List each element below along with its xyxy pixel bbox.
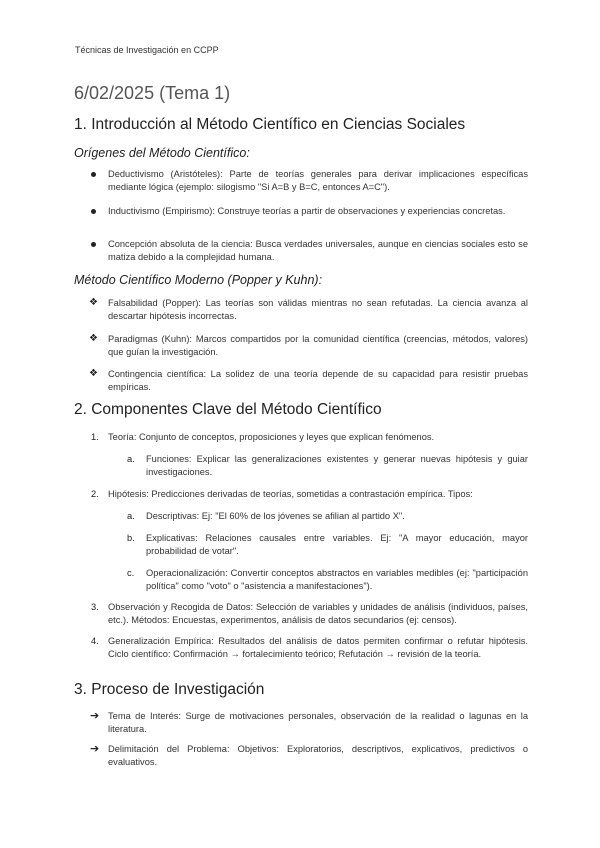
list-item: Paradigmas (Kuhn): Marcos compartidos por la comunidad científica (creencias, métodos, valores) que guían la investigación. bbox=[108, 334, 528, 357]
list-item: Descriptivas: Ej: "El 60% de los jóvenes se afilian al partido X". bbox=[146, 511, 405, 521]
list-item: Explicativas: Relaciones causales entre variables. Ej: "A mayor educación, mayor probabilidad de votar". bbox=[146, 533, 528, 556]
list-number: 3. bbox=[91, 602, 99, 612]
list-item: Concepción absoluta de la ciencia: Busca verdades universales, aunque en ciencias sociales esto se matiza debido a la complejidad humana. bbox=[108, 239, 528, 262]
list-item: Generalización Empírica: Resultados del análisis de datos permiten confirmar o refutar hipótesis. Ciclo científico: Confirmación → fortalecimiento teórico; Refutación → revisión de la teoría. bbox=[108, 636, 528, 659]
page-header: Técnicas de Investigación en CCPP bbox=[75, 45, 219, 55]
list-number: 1. bbox=[91, 432, 99, 442]
list-item: Inductivismo (Empirismo): Construye teorías a partir de observaciones y experiencias concretas. bbox=[108, 206, 506, 216]
list-letter: c. bbox=[127, 568, 135, 578]
right-arrow-bullet-icon: ➔ bbox=[90, 710, 100, 722]
list-item: Teoría: Conjunto de conceptos, proposiciones y leyes que explican fenómenos. bbox=[108, 432, 435, 442]
list-item: Observación y Recogida de Datos: Selección de variables y unidades de análisis (individuos, países, etc.). Métodos: Encuestas, experimentos, análisis de datos secundarios (ej: censos). bbox=[108, 602, 528, 625]
list-number: 4. bbox=[91, 636, 99, 646]
list-item: Funciones: Explicar las generalizaciones existentes y generar nuevas hipótesis y guiar investigaciones. bbox=[146, 454, 528, 477]
filled-circle-bullet-icon bbox=[91, 172, 96, 177]
page-date-title: 6/02/2025 (Tema 1) bbox=[74, 83, 231, 103]
list-item: Contingencia científica: La solidez de una teoría depende de su capacidad para resistir pruebas empíricas. bbox=[108, 369, 528, 392]
section-2-heading: 2. Componentes Clave del Método Científico bbox=[74, 401, 382, 418]
section-3-heading: 3. Proceso de Investigación bbox=[74, 681, 265, 698]
list-letter: a. bbox=[127, 454, 135, 464]
diamond-bullet-icon: ❖ bbox=[89, 333, 98, 344]
list-item: Hipótesis: Predicciones derivadas de teorías, sometidas a contrastación empírica. Tipos: bbox=[108, 489, 473, 499]
list-letter: a. bbox=[127, 511, 135, 521]
diamond-bullet-icon: ❖ bbox=[89, 368, 98, 379]
diamond-bullet-icon: ❖ bbox=[89, 297, 98, 308]
section-1-heading: 1. Introducción al Método Científico en Ciencias Sociales bbox=[74, 116, 466, 133]
right-arrow-bullet-icon: ➔ bbox=[90, 743, 100, 755]
list-item: Falsabilidad (Popper): Las teorías son válidas mientras no sean refutadas. La ciencia avanza al descartar hipótesis incorrectas. bbox=[108, 298, 528, 321]
list-item: Operacionalización: Convertir conceptos abstractos en variables medibles (ej: "participación política" como "voto" o "asistencia a manifestaciones"). bbox=[146, 568, 528, 591]
list-item: Delimitación del Problema: Objetivos: Exploratorios, descriptivos, explicativos, predictivos o evaluativos. bbox=[108, 744, 528, 767]
filled-circle-bullet-icon bbox=[91, 209, 96, 214]
list-letter: b. bbox=[127, 533, 135, 543]
list-item: Deductivismo (Aristóteles): Parte de teorías generales para derivar implicaciones específicas mediante lógica (ejemplo: silogismo "Si A=B y B=C, entonces A=C"). bbox=[108, 169, 528, 192]
section-1-subheading-modern: Método Científico Moderno (Popper y Kuhn): bbox=[74, 273, 323, 287]
filled-circle-bullet-icon bbox=[91, 242, 96, 247]
list-number: 2. bbox=[91, 489, 99, 499]
list-item: Tema de Interés: Surge de motivaciones personales, observación de la realidad o lagunas en la literatura. bbox=[108, 711, 528, 734]
section-1-subheading-origins: Orígenes del Método Científico: bbox=[74, 146, 250, 160]
